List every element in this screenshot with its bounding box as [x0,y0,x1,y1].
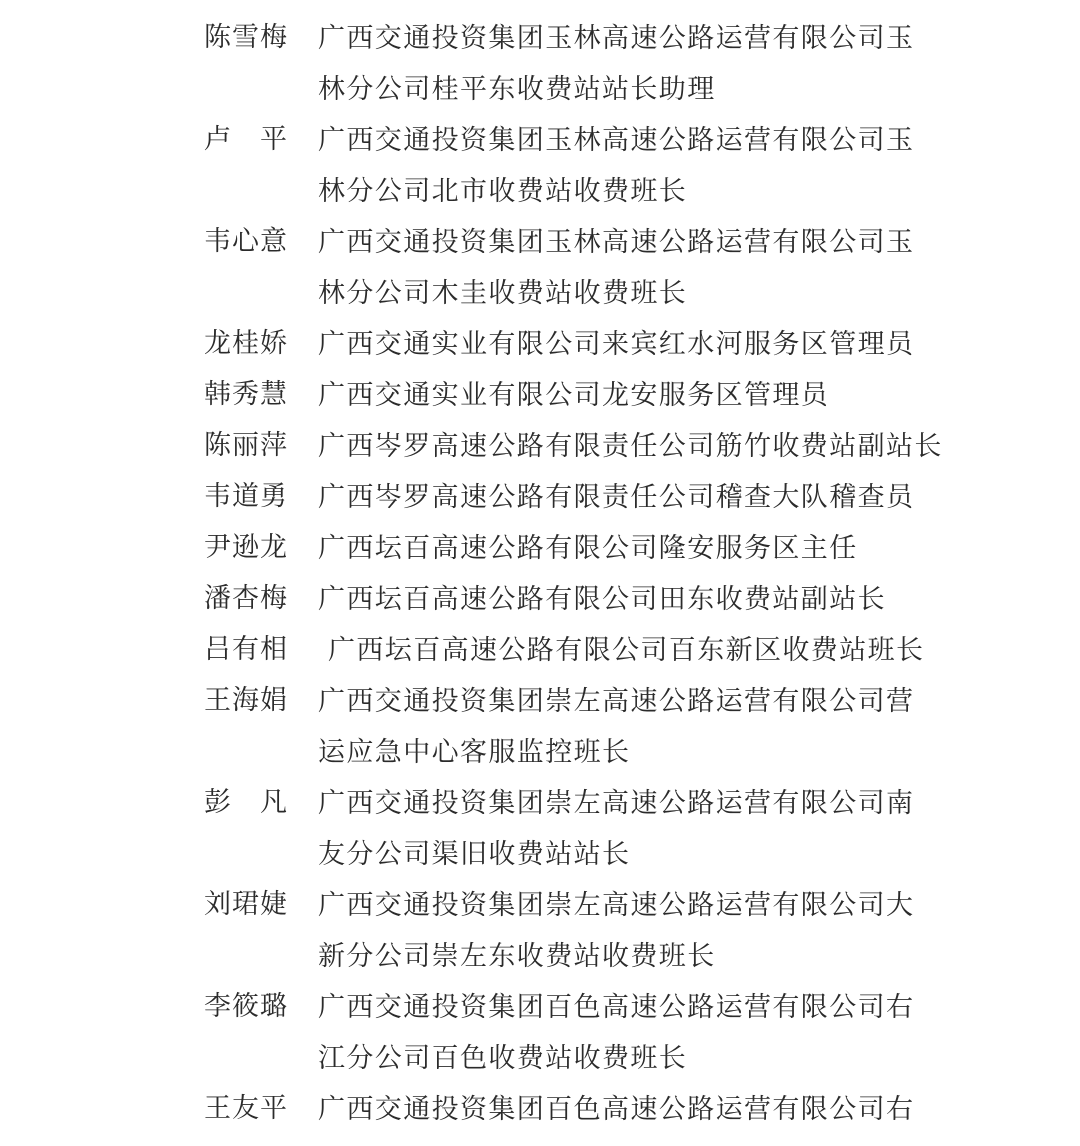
description-line: 广西交通投资集团百色高速公路运营有限公司右 [318,992,915,1023]
person-name [204,227,288,257]
name-text: 王海娟 [204,685,288,716]
person-name [204,431,288,461]
description-line: 广西岑罗高速公路有限责任公司稽查大队稽查员 [318,482,915,513]
list-item [0,867,1080,972]
description-line: 广西交通投资集团玉林高速公路运营有限公司玉 [318,23,915,54]
position-description [318,217,938,319]
list-item [0,612,1080,666]
list-item [0,0,1080,105]
list-item [0,663,1080,768]
person-name [204,686,288,716]
person-name [204,533,288,563]
description-line: 友分公司渠旧收费站站长 [318,839,631,870]
name-text: 尹逊龙 [204,532,288,563]
description-line: 广西交通投资集团玉林高速公路运营有限公司玉 [318,227,915,258]
list-item [0,510,1080,564]
name-text: 王友平 [204,1093,288,1124]
person-name [204,482,288,512]
position-description [318,880,938,982]
list-item [0,357,1080,411]
name-char: 平 [260,124,288,155]
person-name [204,329,288,359]
list-item [0,1071,1080,1125]
list-item [0,561,1080,615]
name-text: 龙桂娇 [204,328,288,359]
person-name [204,23,288,53]
description-line: 广西坛百高速公路有限公司田东收费站副站长 [318,584,886,615]
name-text: 韦道勇 [204,481,288,512]
person-name [204,635,288,665]
position-description [318,778,938,880]
description-line: 广西交通实业有限公司龙安服务区管理员 [318,380,830,411]
name-char: 卢 [204,124,232,155]
description-line: 广西交通投资集团玉林高速公路运营有限公司玉 [318,125,915,156]
person-name [204,890,288,920]
list-item [0,102,1080,207]
description-line: 广西交通投资集团崇左高速公路运营有限公司南 [318,788,915,819]
name-text: 刘珺婕 [204,889,288,920]
description-line: 广西坛百高速公路有限公司百东新区收费站班长 [328,635,925,666]
position-description [318,13,938,115]
description-line: 林分公司桂平东收费站站长助理 [318,74,716,105]
position-description [318,115,938,217]
name-text: 李筱璐 [204,991,288,1022]
description-line: 广西交通投资集团百色高速公路运营有限公司右 [318,1094,915,1125]
description-line: 广西交通投资集团崇左高速公路运营有限公司大 [318,890,915,921]
position-description [318,982,938,1084]
name-text: 韦心意 [204,226,288,257]
list-item [0,969,1080,1074]
description-line: 新分公司崇左东收费站收费班长 [318,941,716,972]
list-item [0,306,1080,360]
person-name [204,992,288,1022]
description-line: 江分公司百色收费站收费班长 [318,1043,688,1074]
description-line: 运应急中心客服监控班长 [318,737,631,768]
list-item [0,765,1080,870]
description-line: 广西交通投资集团崇左高速公路运营有限公司营 [318,686,915,717]
list-item [0,459,1080,513]
person-name [204,380,288,410]
person-name [204,125,288,155]
person-name [204,1094,288,1124]
position-description [318,1084,938,1135]
description-line: 广西交通实业有限公司来宾红水河服务区管理员 [318,329,915,360]
person-name [204,788,288,818]
name-text: 吕有相 [204,634,288,665]
name-text: 潘杏梅 [204,583,288,614]
description-line: 林分公司木圭收费站收费班长 [318,278,688,309]
list-item [0,408,1080,462]
person-name [204,584,288,614]
description-line: 广西岑罗高速公路有限责任公司筋竹收费站副站长 [318,431,943,462]
description-line: 林分公司北市收费站收费班长 [318,176,688,207]
list-item [0,204,1080,309]
name-char: 彭 [204,787,232,818]
position-description [318,676,938,778]
name-text: 陈雪梅 [204,22,288,53]
name-text: 韩秀慧 [204,379,288,410]
name-text: 陈丽萍 [204,430,288,461]
description-line: 广西坛百高速公路有限公司隆安服务区主任 [318,533,858,564]
name-char: 凡 [260,787,288,818]
